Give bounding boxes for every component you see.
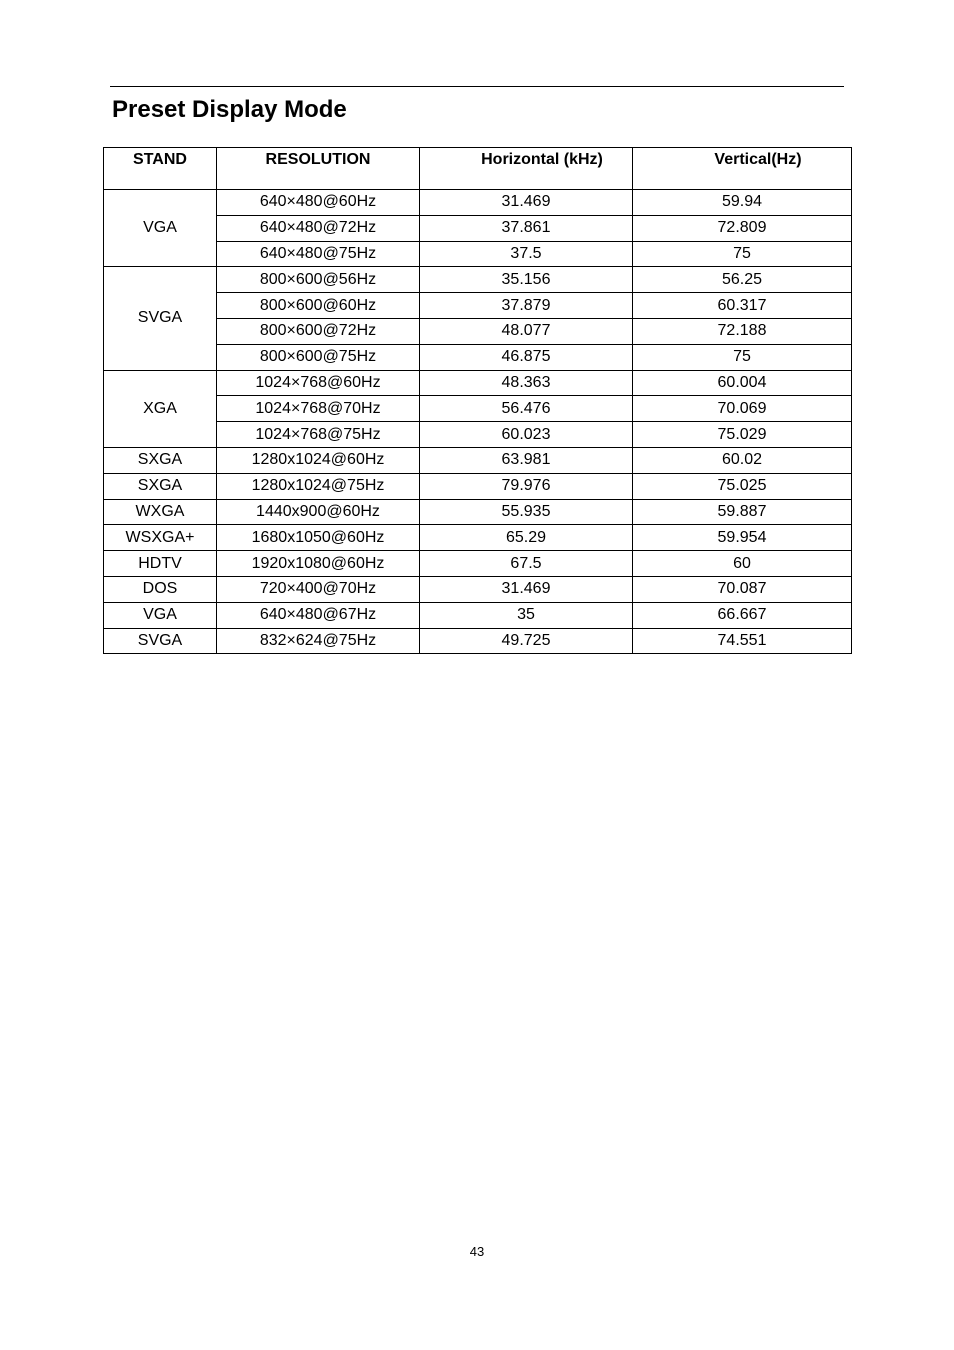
- horizontal-cell: 37.879: [420, 293, 633, 319]
- resolution-cell: 1280x1024@60Hz: [217, 447, 420, 473]
- horizontal-cell: 31.469: [420, 190, 633, 216]
- horizontal-cell: 79.976: [420, 473, 633, 499]
- resolution-cell: 1280x1024@75Hz: [217, 473, 420, 499]
- table-row: [104, 318, 852, 344]
- resolution-cell: 800×600@75Hz: [217, 344, 420, 370]
- stand-cell: SXGA: [104, 473, 217, 499]
- vertical-cell: 59.94: [633, 190, 852, 216]
- horizontal-cell: 37.861: [420, 215, 633, 241]
- resolution-cell: 720×400@70Hz: [217, 576, 420, 602]
- horizontal-cell: 63.981: [420, 447, 633, 473]
- stand-cell: VGA: [104, 190, 217, 267]
- vertical-cell: 75: [633, 344, 852, 370]
- resolution-cell: 1680x1050@60Hz: [217, 525, 420, 551]
- table-row: [104, 473, 852, 499]
- vertical-cell: 60.004: [633, 370, 852, 396]
- horizontal-cell: 35.156: [420, 267, 633, 293]
- horizontal-cell: 35: [420, 602, 633, 628]
- table-row: [104, 241, 852, 267]
- horizontal-cell: 48.363: [420, 370, 633, 396]
- page-number: 43: [469, 1244, 485, 1259]
- table-row: [104, 602, 852, 628]
- table-body: [104, 190, 852, 654]
- horizontal-cell: 37.5: [420, 241, 633, 267]
- header-vertical: Vertical(Hz): [633, 148, 852, 190]
- vertical-cell: 72.809: [633, 215, 852, 241]
- horizontal-cell: 60.023: [420, 422, 633, 448]
- resolution-cell: 640×480@60Hz: [217, 190, 420, 216]
- stand-cell: SVGA: [104, 628, 217, 654]
- table-row: [104, 499, 852, 525]
- horizontal-cell: 46.875: [420, 344, 633, 370]
- resolution-cell: 640×480@72Hz: [217, 215, 420, 241]
- horizontal-cell: 49.725: [420, 628, 633, 654]
- table-row: [104, 422, 852, 448]
- header-stand: STAND: [104, 148, 217, 190]
- resolution-cell: 1024×768@70Hz: [217, 396, 420, 422]
- stand-cell: XGA: [104, 370, 217, 447]
- vertical-cell: 59.887: [633, 499, 852, 525]
- horizontal-cell: 31.469: [420, 576, 633, 602]
- table-row: [104, 576, 852, 602]
- table-row: [104, 370, 852, 396]
- resolution-cell: 832×624@75Hz: [217, 628, 420, 654]
- resolution-cell: 800×600@72Hz: [217, 318, 420, 344]
- header-resolution: RESOLUTION: [217, 148, 420, 190]
- stand-cell: SXGA: [104, 447, 217, 473]
- resolution-cell: 1024×768@60Hz: [217, 370, 420, 396]
- header-rule: [110, 86, 844, 87]
- stand-cell: SVGA: [104, 267, 217, 370]
- vertical-cell: 59.954: [633, 525, 852, 551]
- vertical-cell: 75.029: [633, 422, 852, 448]
- stand-cell: VGA: [104, 602, 217, 628]
- vertical-cell: 60: [633, 551, 852, 577]
- table-header-row: [104, 148, 852, 190]
- stand-cell: DOS: [104, 576, 217, 602]
- table-row: [104, 190, 852, 216]
- page-title: Preset Display Mode: [112, 96, 347, 123]
- table-row: [104, 551, 852, 577]
- vertical-cell: 75: [633, 241, 852, 267]
- vertical-cell: 60.02: [633, 447, 852, 473]
- resolution-cell: 1920x1080@60Hz: [217, 551, 420, 577]
- horizontal-cell: 67.5: [420, 551, 633, 577]
- resolution-cell: 640×480@67Hz: [217, 602, 420, 628]
- stand-cell: HDTV: [104, 551, 217, 577]
- vertical-cell: 56.25: [633, 267, 852, 293]
- table-row: [104, 396, 852, 422]
- table-row: [104, 293, 852, 319]
- vertical-cell: 70.069: [633, 396, 852, 422]
- resolution-cell: 800×600@60Hz: [217, 293, 420, 319]
- resolution-cell: 800×600@56Hz: [217, 267, 420, 293]
- vertical-cell: 75.025: [633, 473, 852, 499]
- vertical-cell: 74.551: [633, 628, 852, 654]
- preset-mode-table: [103, 147, 852, 654]
- resolution-cell: 1440x900@60Hz: [217, 499, 420, 525]
- table-row: [104, 344, 852, 370]
- resolution-cell: 1024×768@75Hz: [217, 422, 420, 448]
- vertical-cell: 72.188: [633, 318, 852, 344]
- table-row: [104, 525, 852, 551]
- stand-cell: WSXGA+: [104, 525, 217, 551]
- vertical-cell: 70.087: [633, 576, 852, 602]
- resolution-cell: 640×480@75Hz: [217, 241, 420, 267]
- table-row: [104, 447, 852, 473]
- horizontal-cell: 56.476: [420, 396, 633, 422]
- horizontal-cell: 48.077: [420, 318, 633, 344]
- table-row: [104, 628, 852, 654]
- header-horizontal: Horizontal (kHz): [420, 148, 633, 190]
- horizontal-cell: 65.29: [420, 525, 633, 551]
- vertical-cell: 66.667: [633, 602, 852, 628]
- horizontal-cell: 55.935: [420, 499, 633, 525]
- table-row: [104, 267, 852, 293]
- table-row: [104, 215, 852, 241]
- vertical-cell: 60.317: [633, 293, 852, 319]
- stand-cell: WXGA: [104, 499, 217, 525]
